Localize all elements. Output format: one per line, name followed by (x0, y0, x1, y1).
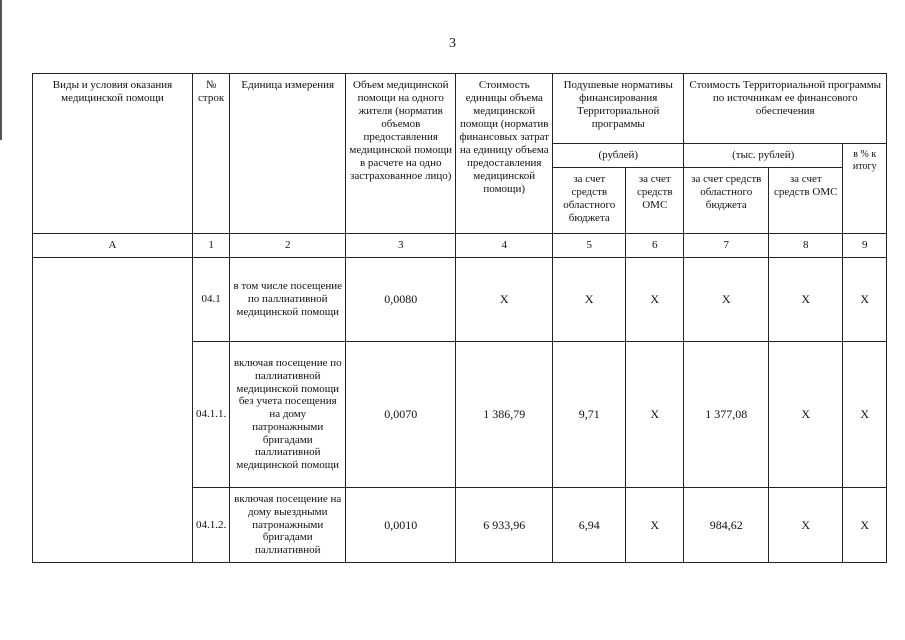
row-unit: включая посещение по паллиативной медицинской помощи без учета посещения на дому патронажными бригадами паллиативной медицинской помощи (230, 342, 346, 488)
header-cost-oms: за счет средств ОМС (769, 168, 843, 234)
row-cost-oms: Х (769, 342, 843, 488)
row-norm-oms: Х (626, 488, 684, 563)
row-volume: 0,0080 (346, 258, 456, 342)
row-cost-regional: 984,62 (684, 488, 769, 563)
row-unit-cost: 6 933,96 (456, 488, 553, 563)
column-number: 1 (193, 234, 230, 258)
row-unit-cost: 1 386,79 (456, 342, 553, 488)
header-unit-thousand-rubles: (тыс. рублей) (684, 144, 843, 168)
column-number: 7 (684, 234, 769, 258)
row-unit: включая посещение на дому выездными патронажными бригадами паллиативной (230, 488, 346, 563)
row-norm-oms: Х (626, 258, 684, 342)
header-volume: Объем медицинской помощи на одного жителя (норматив объемов предоставления медицинской помощи в расчете на одно застрахованное лицо) (346, 74, 456, 234)
row-cost-oms: Х (769, 258, 843, 342)
column-numbers-row (33, 234, 887, 258)
header-unit: Единица измерения (230, 74, 346, 234)
header-types-conditions: Виды и условия оказания медицинской помощи (33, 74, 193, 234)
header-norm-regional-budget: за счет средств областного бюджета (553, 168, 626, 234)
header-unit-rubles: (рублей) (553, 144, 684, 168)
header-norm-oms: за счет средств ОМС (626, 168, 684, 234)
row-code: 04.1 (193, 258, 230, 342)
header-program-cost: Стоимость Территориальной программы по источникам ее финансового обеспечения (684, 74, 887, 144)
column-number: А (33, 234, 193, 258)
budget-table (32, 73, 887, 563)
column-number: 3 (346, 234, 456, 258)
row-percent: Х (843, 258, 887, 342)
page-number: 3 (449, 36, 456, 51)
row-unit: в том числе посещение по паллиативной медицинской помощи (230, 258, 346, 342)
row-percent: Х (843, 488, 887, 563)
header-cost-regional-budget: за счет средств областного бюджета (684, 168, 769, 234)
column-number: 9 (843, 234, 887, 258)
row-volume: 0,0010 (346, 488, 456, 563)
row-code: 04.1.2. (193, 488, 230, 563)
row-norm-oms: Х (626, 342, 684, 488)
row-norm-regional: 6,94 (553, 488, 626, 563)
row-cost-regional: 1 377,08 (684, 342, 769, 488)
header-row-number: № строк (193, 74, 230, 234)
row-unit-cost: Х (456, 258, 553, 342)
row-volume: 0,0070 (346, 342, 456, 488)
column-number: 2 (230, 234, 346, 258)
page-edge-mark (0, 0, 2, 140)
row-cost-oms: Х (769, 488, 843, 563)
row-code: 04.1.1. (193, 342, 230, 488)
row-percent: Х (843, 342, 887, 488)
column-number: 8 (769, 234, 843, 258)
column-number: 5 (553, 234, 626, 258)
column-number: 4 (456, 234, 553, 258)
row-norm-regional: Х (553, 258, 626, 342)
column-number: 6 (626, 234, 684, 258)
row-norm-regional: 9,71 (553, 342, 626, 488)
header-per-capita-norms: Подушевые нормативы финансирования Территориальной программы (553, 74, 684, 144)
header-unit-cost: Стоимость единицы объема медицинской помощи (норматив финансовых затрат на единицу объема предоставления медицинской помощи) (456, 74, 553, 234)
types-conditions-cell (33, 258, 193, 563)
row-cost-regional: Х (684, 258, 769, 342)
header-percent-total: в % к итогу (843, 144, 887, 234)
table-row (33, 258, 887, 342)
